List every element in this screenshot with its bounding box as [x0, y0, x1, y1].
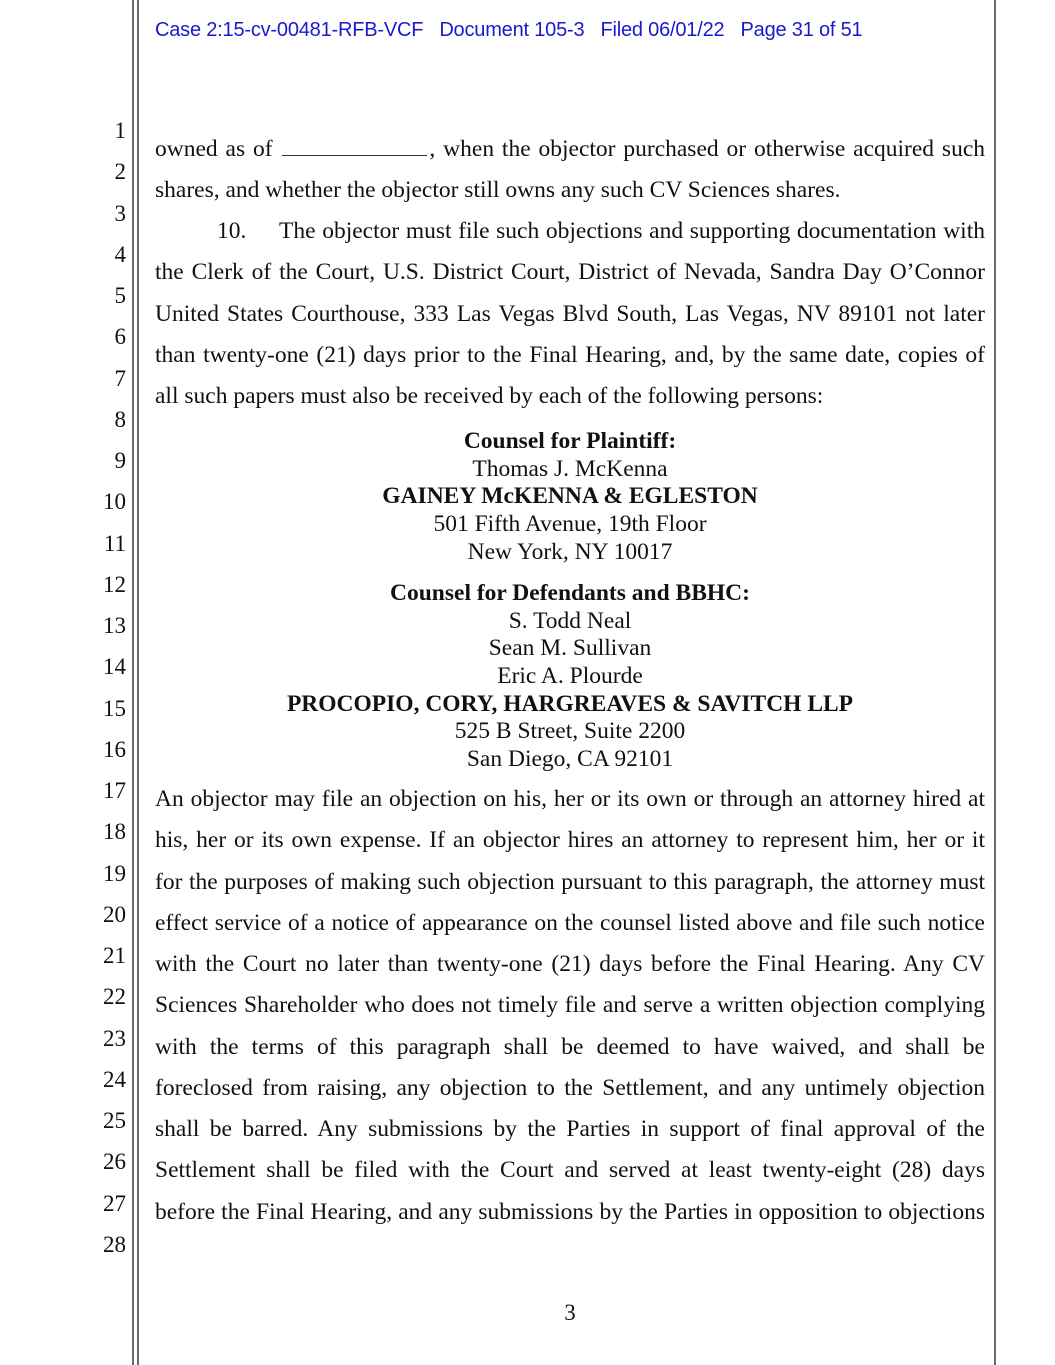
- left-margin-rule-outer: [132, 0, 134, 1365]
- line-number: 5: [114, 283, 126, 308]
- line-number: 20: [103, 901, 126, 927]
- line-number: 6: [114, 324, 126, 350]
- body-line-27: before the Final Hearing, and any submissions by the Parties in opposition to objections: [155, 1199, 985, 1225]
- date-blank: [282, 135, 427, 156]
- line-number: 16: [103, 736, 126, 762]
- line-number: 3: [114, 200, 126, 226]
- line-number: 7: [114, 365, 126, 391]
- defendant-address-2: San Diego, CA 92101: [466, 746, 674, 773]
- document-number: Document 105-3: [439, 19, 585, 41]
- right-margin-rule: [994, 0, 996, 1365]
- body-line-5: United States Courthouse, 333 Las Vegas Blvd South, Las Vegas, NV 89101 not later: [155, 301, 985, 327]
- line-number: 23: [103, 1025, 126, 1051]
- defendant-attorney: Eric A. Plourde: [497, 663, 643, 690]
- case-number: Case 2:15-cv-00481-RFB-VCF: [155, 19, 424, 41]
- body-line-4: the Clerk of the Court, U.S. District Court, District of Nevada, Sandra Day O’Connor: [155, 259, 985, 285]
- plaintiff-firm: GAINEY McKENNA & EGLESTON: [382, 483, 758, 510]
- line-number: 4: [114, 241, 126, 267]
- counsel-plaintiff-block: [155, 428, 985, 566]
- defendant-attorney: Sean M. Sullivan: [488, 635, 652, 662]
- line-number: 17: [103, 778, 126, 803]
- body-line-22: Sciences Shareholder who does not timely file and serve a written objection complying: [155, 992, 985, 1018]
- counsel-plaintiff-heading: Counsel for Plaintiff:: [463, 428, 677, 454]
- line-number: 10: [103, 489, 126, 515]
- page-number: 3: [564, 1300, 576, 1325]
- body-line-7: all such papers must also be received by each of the following persons:: [155, 383, 824, 409]
- counsel-defendants-block: [155, 580, 985, 774]
- line-number: 15: [103, 695, 126, 721]
- defendant-attorney: S. Todd Neal: [508, 607, 632, 634]
- body-line-3: [155, 216, 985, 246]
- body-line-21: with the Court no later than twenty-one (21) days before the Final Hearing. Any CV: [155, 951, 985, 977]
- line-number: 27: [103, 1190, 126, 1216]
- body-line-24: foreclosed from raising, any objection to the Settlement, and any untimely objection: [155, 1075, 985, 1101]
- line-number: 21: [103, 943, 126, 968]
- plaintiff-address-2: New York, NY 10017: [467, 538, 673, 565]
- defendant-address-1: 525 B Street, Suite 2200: [454, 718, 686, 745]
- paragraph-number: 10.: [217, 218, 247, 244]
- plaintiff-attorney: Thomas J. McKenna: [472, 455, 668, 482]
- line-number: 18: [103, 819, 126, 845]
- line-number: 28: [103, 1231, 126, 1257]
- page-indicator: Page 31 of 51: [740, 19, 863, 41]
- body-line-17: An objector may file an objection on his, her or its own or through an attorney hired at: [155, 786, 985, 812]
- body-line-25: shall be barred. Any submissions by the Parties in support of final approval of the: [155, 1116, 985, 1142]
- line-number: 1: [114, 118, 126, 143]
- line-number: 26: [103, 1149, 126, 1175]
- line-number: 24: [103, 1066, 126, 1092]
- ecf-header: [155, 19, 862, 42]
- counsel-defendants-heading: Counsel for Defendants and BBHC:: [390, 580, 750, 606]
- defendant-firm: PROCOPIO, CORY, HARGREAVES & SAVITCH LLP: [286, 690, 854, 717]
- line-number: 9: [114, 448, 126, 473]
- body-line-26: Settlement shall be filed with the Court and served at least twenty-eight (28) days: [155, 1157, 985, 1183]
- text: The objector must file such objections and supporting documentation with: [279, 218, 985, 244]
- body-line-1: [155, 134, 985, 164]
- plaintiff-address-1: 501 Fifth Avenue, 19th Floor: [433, 511, 707, 538]
- line-number: 22: [103, 984, 126, 1010]
- body-line-18: his, her or its own expense. If an objector hires an attorney to represent him, her or it: [155, 827, 985, 853]
- line-number: 2: [114, 159, 126, 185]
- body-line-20: effect service of a notice of appearance on the counsel listed above and file such notice: [155, 910, 985, 936]
- line-number: 13: [103, 613, 126, 638]
- line-number: 25: [103, 1108, 126, 1133]
- filed-date: Filed 06/01/22: [600, 19, 725, 41]
- body-line-23: with the terms of this paragraph shall be deemed to have waived, and shall be: [155, 1034, 985, 1060]
- body-line-6: than twenty-one (21) days prior to the Final Hearing, and, by the same date, copies of: [155, 342, 985, 368]
- line-number: 19: [103, 860, 126, 886]
- text: owned as of: [155, 136, 273, 162]
- line-number: 8: [114, 406, 126, 432]
- left-margin-rule-inner: [137, 0, 139, 1365]
- line-number: 12: [103, 571, 126, 597]
- body-line-2: shares, and whether the objector still owns any such CV Sciences shares.: [155, 177, 841, 203]
- body-line-19: for the purposes of making such objection pursuant to this paragraph, the attorney must: [155, 869, 985, 895]
- text: , when the objector purchased or otherwise acquired such: [429, 136, 986, 162]
- line-number: 11: [103, 530, 126, 556]
- line-number: 14: [103, 654, 126, 680]
